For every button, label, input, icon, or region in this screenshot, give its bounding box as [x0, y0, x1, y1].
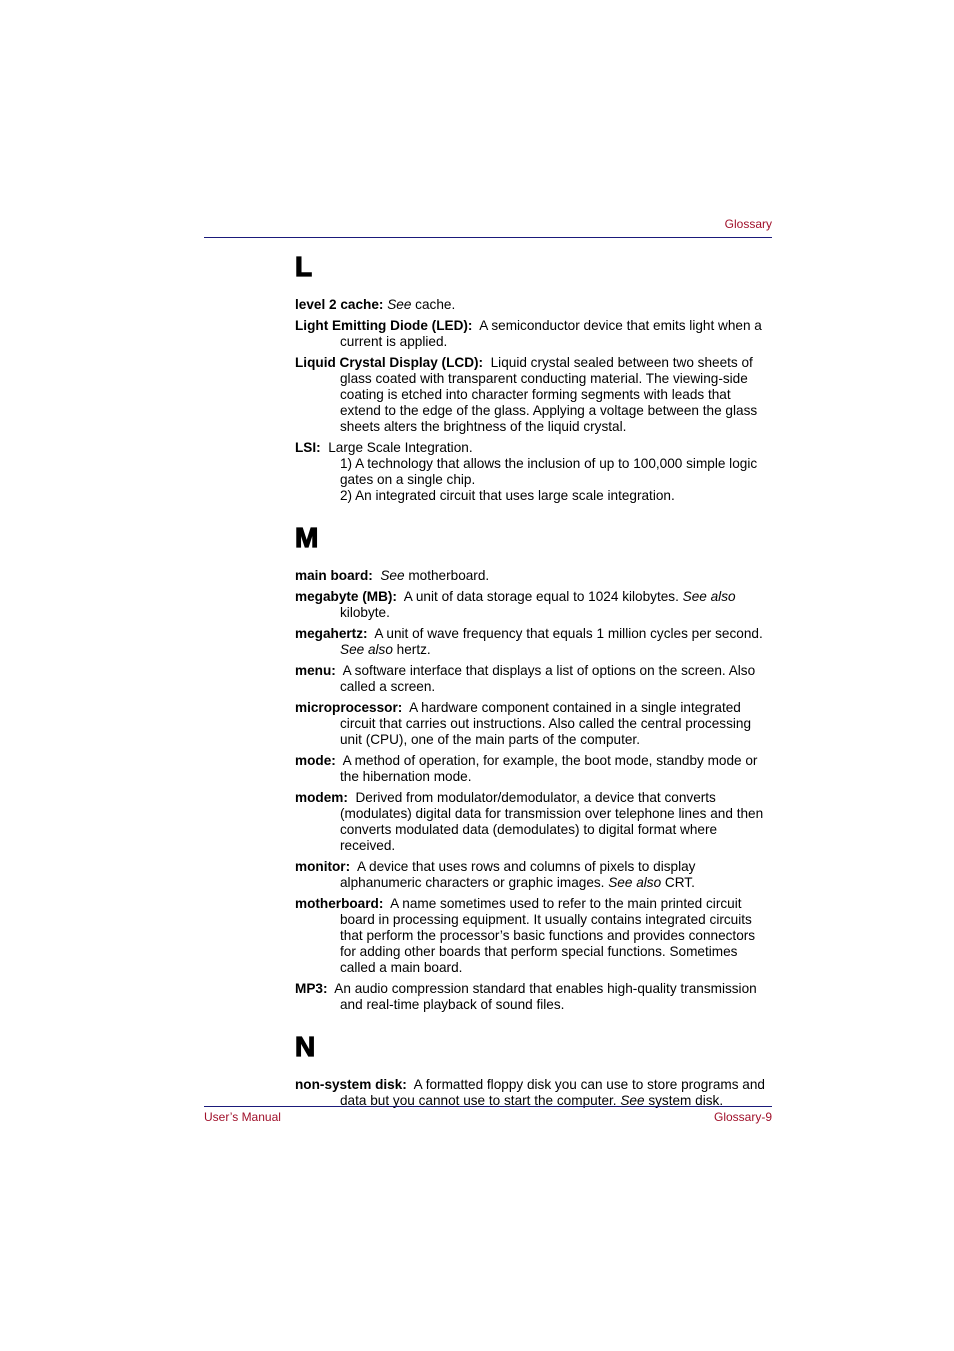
entry-definition: A method of operation, for example, the boot mode, standby mode or the hibernation mode.: [340, 753, 758, 784]
entry-term: LSI:: [295, 440, 321, 455]
glossary-entry-modem: [295, 790, 773, 854]
entry-definition: A hardware component contained in a single integrated circuit that carries out instructions. Also called the central processing unit (CPU), one of the main parts of the computer.: [340, 700, 752, 747]
entry-term: modem:: [295, 790, 348, 805]
glossary-entry-menu: [295, 663, 773, 695]
glossary-entry-mp3: [295, 981, 773, 1013]
entry-definition: Derived from modulator/demodulator, a device that converts (modulates) digital data for transmission over telephone lines and then converts modulated data (demodulates) to digital format where received.: [340, 790, 764, 853]
section-letter-n: N: [295, 1031, 316, 1062]
entry-term: megabyte (MB):: [295, 589, 397, 604]
see-reference: See: [387, 297, 412, 312]
glossary-entry-motherboard: [295, 896, 773, 976]
glossary-entry-lcd: [295, 355, 773, 435]
entry-definition: cache.: [411, 297, 456, 312]
entry-definition: Liquid crystal sealed between two sheets of glass coated with transparent conducting material. The viewing-side coating is etched into character forming segments with leads that extend to the edge of the glass. Applying a voltage between the glass sheets alters the brightness of the liquid crystal.: [340, 355, 758, 434]
see-also-reference: See also: [340, 642, 393, 657]
entry-definition: Large Scale Integration.: [328, 440, 473, 455]
see-reference: See: [380, 568, 405, 583]
entry-term: megahertz:: [295, 626, 368, 641]
entry-definition: motherboard.: [404, 568, 490, 583]
entry-term: main board:: [295, 568, 373, 583]
see-also-reference: See also: [608, 875, 662, 890]
footer-rule: [204, 1106, 772, 1107]
section-spacer: [295, 1018, 773, 1032]
entry-definition: A device that uses rows and columns of pixels to display alphanumeric characters or graphic images.: [340, 859, 696, 890]
entry-term: monitor:: [295, 859, 351, 874]
entry-term: menu:: [295, 663, 336, 678]
glossary-entry-microprocessor: [295, 700, 773, 748]
entry-term: non-system disk:: [295, 1077, 407, 1092]
entry-definition: An audio compression standard that enables high-quality transmission and real-time playback of sound files.: [334, 981, 757, 1012]
glossary-entry-led: [295, 318, 773, 350]
glossary-entry-non-system-disk: [295, 1077, 773, 1109]
section-letter-m: M: [295, 522, 319, 553]
entry-definition: A name sometimes used to refer to the main printed circuit board in processing equipment. It usually contains integrated circuits that perform the processor’s basic functions and provides connectors for adding other boards that perform special functions. Sometimes called a main board.: [340, 896, 756, 975]
entry-term: microprocessor:: [295, 700, 403, 715]
entry-term: MP3:: [295, 981, 328, 996]
entry-definition: A unit of data storage equal to 1024 kilobytes.: [403, 589, 683, 604]
section-letter-l: L: [295, 251, 313, 282]
footer-page-number: Glossary-9: [713, 1110, 772, 1124]
header-rule: [204, 237, 772, 238]
glossary-entry-level-2-cache: [295, 297, 773, 313]
entry-definition: A unit of wave frequency that equals 1 million cycles per second.: [374, 626, 763, 641]
footer-manual-title: User’s Manual: [204, 1110, 281, 1124]
entry-definition-tail: CRT.: [661, 875, 695, 890]
entry-definition-tail: hertz.: [392, 642, 431, 657]
entry-term: motherboard:: [295, 896, 384, 911]
glossary-entry-mode: [295, 753, 773, 785]
section-spacer: [295, 509, 773, 523]
see-reference: See: [620, 1093, 645, 1108]
entry-term: mode:: [295, 753, 336, 768]
glossary-entry-megabyte: [295, 589, 773, 621]
entry-definition-tail: kilobyte.: [340, 605, 390, 620]
lsi-sub-definition-1: 1) A technology that allows the inclusion of up to 100,000 simple logic gates on a single chip.: [340, 456, 758, 487]
entry-definition: A formatted floppy disk you can use to store programs and data but you cannot use to start the computer.: [340, 1077, 765, 1108]
entry-term: Light Emitting Diode (LED):: [295, 318, 473, 333]
running-header: Glossary: [724, 217, 772, 231]
entry-definition: A software interface that displays a list of options on the screen. Also called a screen.: [340, 663, 756, 694]
entry-term: Liquid Crystal Display (LCD):: [295, 355, 484, 370]
glossary-entry-megahertz: [295, 626, 773, 658]
entry-definition: A semiconductor device that emits light when a current is applied.: [340, 318, 762, 349]
glossary-entry-lsi: [295, 440, 773, 456]
glossary-entry-monitor: [295, 859, 773, 891]
glossary-entry-main-board: [295, 568, 773, 584]
entry-term: level 2 cache:: [295, 297, 384, 312]
entry-definition-tail: system disk.: [644, 1093, 724, 1108]
glossary-content: [295, 252, 773, 1114]
see-also-reference: See also: [682, 589, 736, 604]
lsi-sub-definition-2: 2) An integrated circuit that uses large scale integration.: [340, 488, 675, 503]
